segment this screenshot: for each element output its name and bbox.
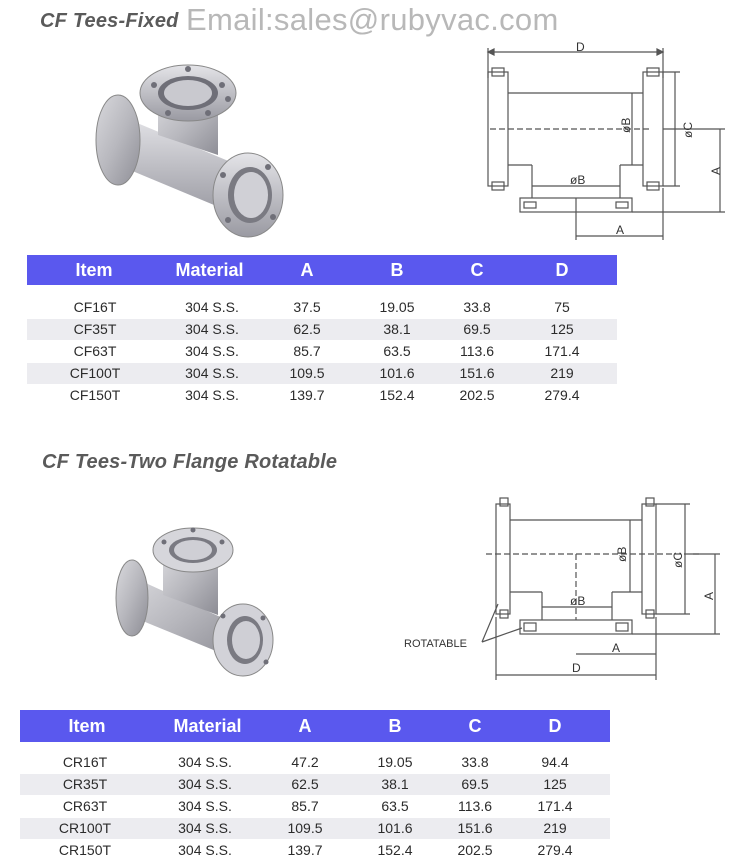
cell-a: 139.7: [289, 387, 325, 403]
table-row: [27, 297, 617, 318]
cell-material: 304 S.S.: [178, 754, 232, 770]
section-title-rotatable: CF Tees-Two Flange Rotatable: [42, 451, 338, 473]
spec-table-fixed: [27, 255, 617, 415]
cell-d: 75: [554, 299, 570, 315]
dim2-c: øC: [671, 552, 685, 568]
cell-c: 151.6: [459, 365, 495, 381]
header-d: D: [555, 260, 569, 280]
header-material: Material: [173, 716, 242, 736]
table-row: [27, 363, 617, 384]
cell-material: 304 S.S.: [178, 842, 232, 858]
cell-d: 94.4: [541, 754, 569, 770]
cell-b: 101.6: [377, 820, 413, 836]
tee-rotatable-photo: [108, 520, 288, 680]
tee-fixed-photo: [88, 55, 298, 240]
cell-a: 47.2: [291, 754, 319, 770]
cell-c: 113.6: [458, 798, 492, 814]
spec-table-rotatable: [20, 710, 610, 860]
table-row: [20, 774, 610, 795]
cell-b: 63.5: [381, 798, 409, 814]
cell-b: 19.05: [377, 754, 413, 770]
header-a: A: [298, 716, 312, 736]
cell-a: 85.7: [291, 798, 319, 814]
cell-material: 304 S.S.: [185, 343, 239, 359]
cell-a: 37.5: [293, 299, 321, 315]
header-item: Item: [68, 716, 106, 736]
cell-material: 304 S.S.: [185, 321, 239, 337]
dim-d: D: [576, 40, 585, 54]
cell-item: CF100T: [69, 365, 121, 381]
cell-a: 139.7: [287, 842, 323, 858]
cell-material: 304 S.S.: [185, 365, 239, 381]
cell-d: 171.4: [544, 343, 580, 359]
cell-a: 109.5: [289, 365, 325, 381]
cell-d: 279.4: [537, 842, 573, 858]
table-row: [27, 341, 617, 362]
rotatable-label: ROTATABLE: [404, 638, 467, 650]
table-row: [20, 796, 610, 817]
table-header: [27, 255, 617, 285]
cell-item: CF63T: [73, 343, 117, 359]
cell-item: CF35T: [73, 321, 117, 337]
tee-fixed-drawing: [480, 38, 740, 243]
cell-b: 152.4: [379, 387, 415, 403]
table-row: [20, 840, 610, 861]
table-row: [20, 818, 610, 839]
header-material: Material: [175, 260, 244, 280]
cell-c: 33.8: [463, 299, 491, 315]
header-c: C: [468, 716, 482, 736]
header-b: B: [390, 260, 404, 280]
cell-c: 202.5: [459, 387, 495, 403]
cell-d: 125: [550, 321, 574, 337]
dim-a-horizontal: A: [616, 223, 625, 237]
cell-material: 304 S.S.: [178, 798, 232, 814]
cell-a: 109.5: [287, 820, 323, 836]
section-title-fixed: CF Tees-Fixed: [40, 10, 179, 32]
dim-b-horizontal: øB: [570, 173, 586, 187]
cell-b: 101.6: [379, 365, 415, 381]
cell-material: 304 S.S.: [178, 776, 232, 792]
header-item: Item: [75, 260, 113, 280]
dim-c: øC: [681, 122, 695, 138]
cell-material: 304 S.S.: [185, 387, 239, 403]
cell-b: 63.5: [383, 343, 411, 359]
cell-item: CF150T: [69, 387, 121, 403]
cell-a: 62.5: [291, 776, 319, 792]
cell-c: 69.5: [461, 776, 489, 792]
cell-d: 171.4: [537, 798, 573, 814]
cell-item: CR100T: [58, 820, 112, 836]
table-row: [27, 319, 617, 340]
dim2-a-horizontal: A: [612, 641, 621, 655]
header-d: D: [548, 716, 562, 736]
header-c: C: [470, 260, 484, 280]
cell-a: 85.7: [293, 343, 321, 359]
cell-c: 69.5: [463, 321, 491, 337]
cell-c: 202.5: [457, 842, 493, 858]
cell-d: 219: [550, 365, 574, 381]
cell-c: 151.6: [457, 820, 493, 836]
watermark: Email:sales@rubyvac.com: [186, 2, 559, 37]
tee-rotatable-drawing: [400, 492, 740, 682]
cell-c: 33.8: [461, 754, 489, 770]
dim2-d: D: [572, 661, 581, 675]
table-row: [27, 385, 617, 406]
cell-b: 38.1: [381, 776, 409, 792]
table-header: [20, 710, 610, 742]
cell-item: CR150T: [58, 842, 112, 858]
cell-b: 152.4: [377, 842, 413, 858]
dim2-b-horizontal: øB: [570, 594, 586, 608]
header-a: A: [300, 260, 314, 280]
cell-item: CF16T: [73, 299, 117, 315]
cell-d: 219: [543, 820, 567, 836]
cell-c: 113.6: [460, 343, 494, 359]
cell-d: 125: [543, 776, 567, 792]
cell-a: 62.5: [293, 321, 321, 337]
dim-b: øB: [619, 117, 633, 133]
cell-b: 38.1: [383, 321, 411, 337]
cell-b: 19.05: [379, 299, 415, 315]
table-row: [20, 752, 610, 773]
dim-a-vertical: A: [709, 166, 723, 175]
cell-material: 304 S.S.: [185, 299, 239, 315]
dim2-a-vertical: A: [702, 591, 716, 600]
cell-item: CR16T: [62, 754, 108, 770]
cell-d: 279.4: [544, 387, 580, 403]
dim2-b: øB: [615, 546, 629, 562]
cell-item: CR35T: [62, 776, 108, 792]
cell-item: CR63T: [62, 798, 108, 814]
header-b: B: [388, 716, 402, 736]
cell-material: 304 S.S.: [178, 820, 232, 836]
